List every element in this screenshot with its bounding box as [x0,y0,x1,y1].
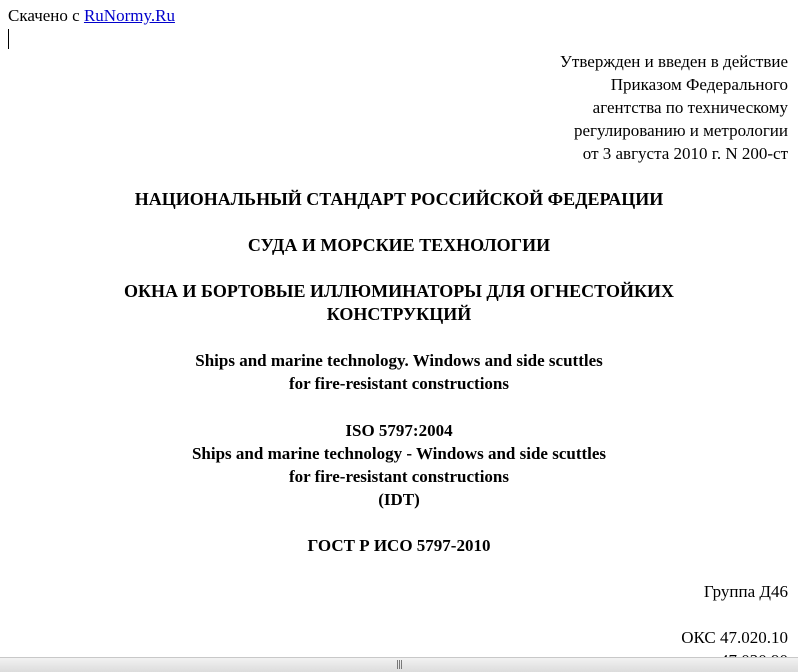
iso-reference [0,419,798,511]
approval-line-5: от 3 августа 2010 г. N 200-ст [582,144,788,163]
oks-code-1: ОКС 47.020.10 [681,628,788,647]
ships-heading: СУДА И МОРСКИЕ ТЕХНОЛОГИИ [247,235,551,255]
approval-block [560,50,788,165]
approval-line-1: Утвержден и введен в действие [559,52,788,71]
approval-line-3: агентства по техническому [592,98,788,117]
downloaded-prefix: Скачено с [8,6,80,25]
english-title-line-1: Ships and marine technology. Windows and side scuttles [195,351,603,370]
iso-number: ISO 5797:2004 [345,421,453,440]
downloaded-from-line [8,6,175,26]
english-title [0,349,798,395]
document-title-line-2: КОНСТРУКЦИЙ [326,304,472,324]
document-title-line-1: ОКНА И БОРТОВЫЕ ИЛЛЮМИНАТОРЫ ДЛЯ ОГНЕСТОЙКИХ [123,281,675,301]
gost-number: ГОСТ Р ИСО 5797-2010 [307,536,491,555]
scrollbar-grip-icon[interactable]: ||| [395,660,403,670]
document-title [0,280,798,326]
approval-line-2: Приказом Федерального [610,75,788,94]
iso-title-line-1: Ships and marine technology - Windows and side scuttles [191,444,607,463]
group-code: Группа Д46 [703,582,788,601]
runormy-link[interactable]: RuNormy.Ru [83,6,175,25]
text-cursor [8,29,9,49]
national-standard-heading: НАЦИОНАЛЬНЫЙ СТАНДАРТ РОССИЙСКОЙ ФЕДЕРАЦИИ [134,189,664,209]
iso-idt: (IDT) [378,490,420,509]
horizontal-scrollbar[interactable] [0,657,798,672]
english-title-line-2: for fire-resistant constructions [288,374,510,393]
approval-line-4: регулированию и метрологии [573,121,788,140]
iso-title-line-2: for fire-resistant constructions [288,467,510,486]
